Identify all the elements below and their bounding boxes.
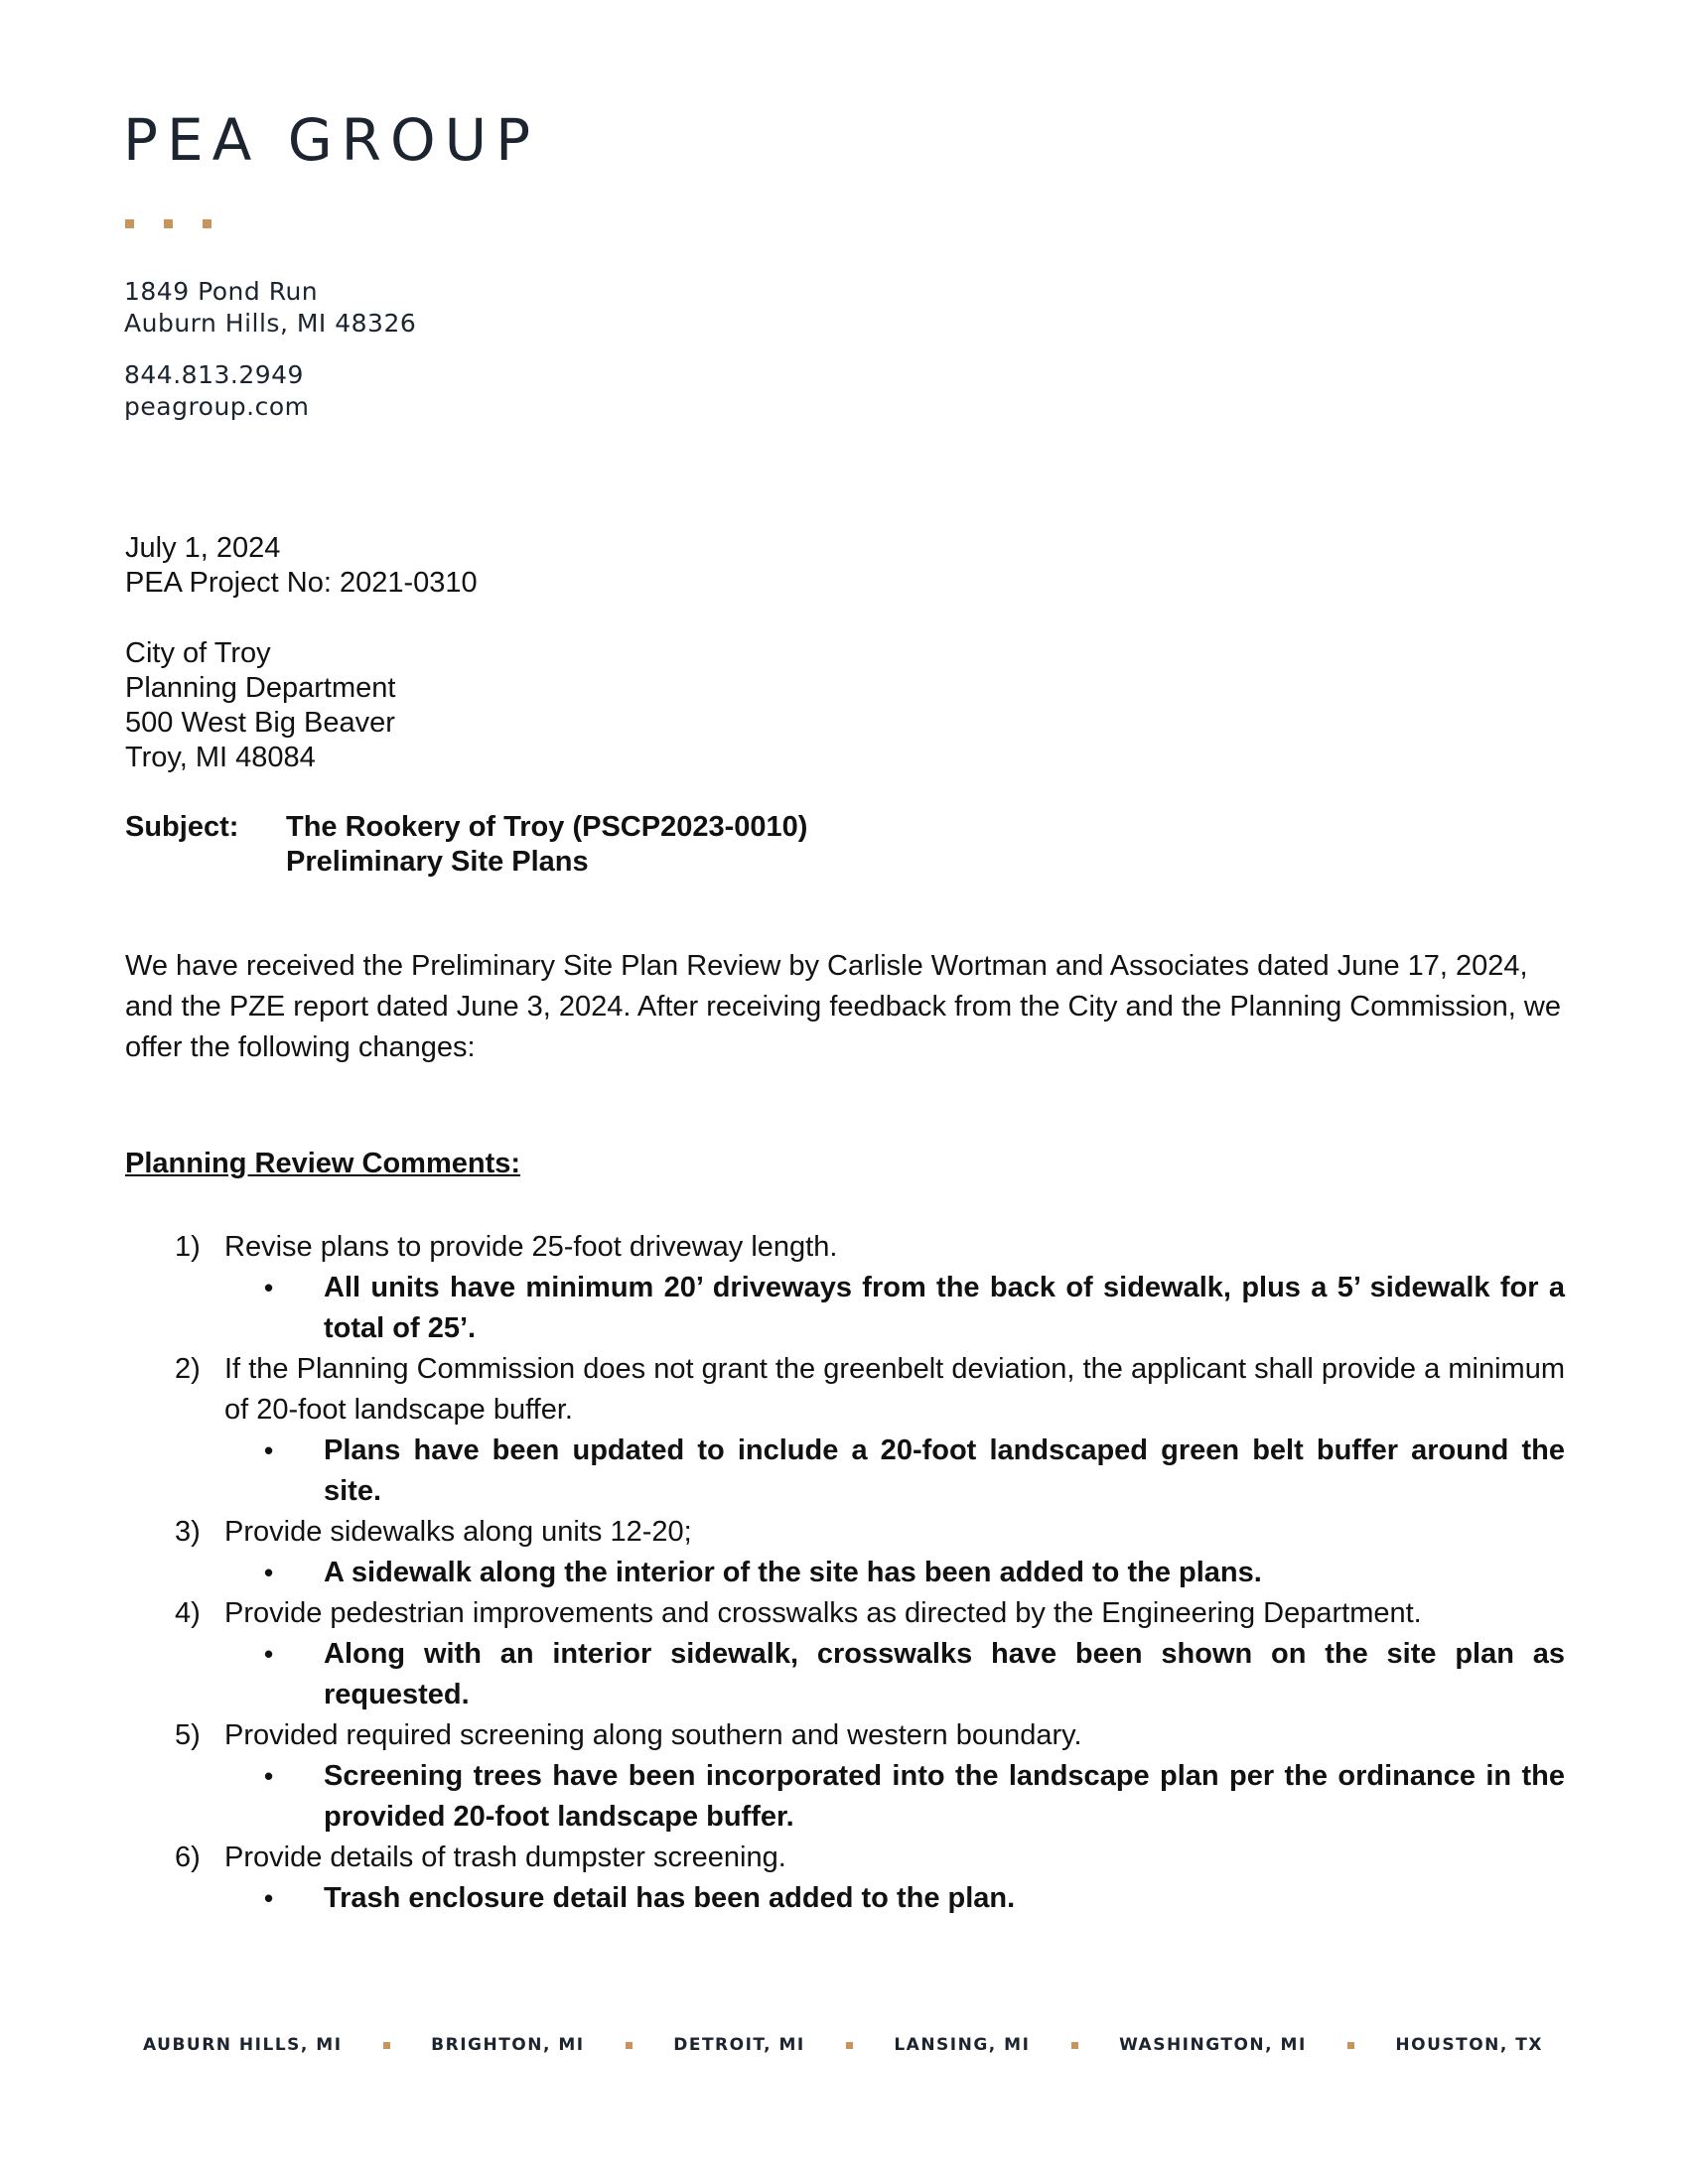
- bullet-icon: •: [264, 1273, 274, 1302]
- section-heading: Planning Review Comments:: [125, 1148, 521, 1179]
- office-location: LANSING, MI: [894, 2035, 1031, 2055]
- recipient-line: Planning Department: [125, 672, 396, 704]
- response-text: Trash enclosure detail has been added to the plan.: [324, 1882, 1016, 1914]
- subject-label: Subject:: [125, 811, 239, 843]
- company-contact: [124, 359, 310, 423]
- website: peagroup.com: [124, 392, 310, 421]
- comment-text: If the Planning Commission does not grant the greenbelt deviation, the applicant shall provide a minimum of 20-foot landscape buffer.: [224, 1353, 1565, 1426]
- subject-block: [125, 810, 807, 880]
- recipient-line: 500 West Big Beaver: [125, 707, 395, 739]
- subject-line: Preliminary Site Plans: [286, 846, 589, 878]
- comment-item: [125, 1512, 1565, 1553]
- separator-icon: [1071, 2042, 1078, 2049]
- response-item: [125, 1634, 1565, 1715]
- comment-number: 4): [175, 1597, 201, 1629]
- logo-dot: [125, 219, 134, 228]
- comment-item: [125, 1593, 1565, 1634]
- comments-list: [125, 1227, 1565, 1919]
- recipient-address: [125, 636, 395, 775]
- separator-icon: [383, 2042, 390, 2049]
- comment-item: [125, 1227, 1565, 1268]
- response-text: All units have minimum 20’ driveways from the back of sidewalk, plus a 5’ sidewalk for a total of 25’.: [324, 1272, 1565, 1344]
- comment-text: Revise plans to provide 25-foot driveway length.: [224, 1231, 838, 1263]
- project-number: PEA Project No: 2021-0310: [125, 567, 478, 599]
- recipient-line: City of Troy: [125, 637, 271, 669]
- bullet-icon: •: [264, 1761, 274, 1791]
- comment-item: [125, 1349, 1565, 1431]
- comment-text: Provide sidewalks along units 12-20;: [224, 1516, 692, 1548]
- comment-item: [125, 1715, 1565, 1756]
- comment-number: 6): [175, 1842, 201, 1873]
- response-item: [125, 1268, 1565, 1349]
- response-item: [125, 1878, 1565, 1919]
- comment-text: Provided required screening along southern and western boundary.: [224, 1719, 1082, 1751]
- separator-icon: [626, 2042, 633, 2049]
- recipient-line: Troy, MI 48084: [125, 742, 316, 773]
- response-text: Plans have been updated to include a 20-foot landscaped green belt buffer around the site.: [324, 1434, 1565, 1507]
- bullet-icon: •: [264, 1558, 274, 1587]
- comment-text: Provide pedestrian improvements and crosswalks as directed by the Engineering Department.: [224, 1597, 1422, 1629]
- intro-paragraph: We have received the Preliminary Site Plan Review by Carlisle Wortman and Associates dated June 17, 2024, and the PZE report dated June 3, 2024. After receiving feedback from the City and the Planning Commission, we offer the following changes:: [125, 950, 1561, 1063]
- bullet-icon: •: [264, 1883, 274, 1913]
- phone-number: 844.813.2949: [124, 360, 304, 389]
- comment-number: 2): [175, 1353, 201, 1385]
- date-block: [125, 531, 478, 601]
- address-line: Auburn Hills, MI 48326: [124, 309, 417, 338]
- office-location: WASHINGTON, MI: [1119, 2035, 1307, 2055]
- comment-text: Provide details of trash dumpster screening.: [224, 1842, 786, 1873]
- separator-icon: [1347, 2042, 1354, 2049]
- address-line: 1849 Pond Run: [124, 277, 319, 306]
- office-location: AUBURN HILLS, MI: [143, 2035, 343, 2055]
- comment-number: 1): [175, 1231, 201, 1263]
- response-text: A sidewalk along the interior of the site has been added to the plans.: [324, 1557, 1262, 1588]
- logo-dot: [164, 219, 173, 228]
- letter-date: July 1, 2024: [125, 532, 281, 564]
- comment-item: [125, 1838, 1565, 1878]
- comment-number: 3): [175, 1516, 201, 1548]
- office-location: HOUSTON, TX: [1395, 2035, 1543, 2055]
- logo-dot: [203, 219, 211, 228]
- response-text: Screening trees have been incorporated into the landscape plan per the ordinance in the provided 20-foot landscape buffer.: [324, 1760, 1565, 1833]
- logo-dots: [125, 219, 211, 228]
- response-item: [125, 1431, 1565, 1512]
- bullet-icon: •: [264, 1639, 274, 1669]
- bullet-icon: •: [264, 1435, 274, 1465]
- subject-text: [286, 810, 807, 880]
- response-text: Along with an interior sidewalk, crosswalks have been shown on the site plan as requested.: [324, 1638, 1565, 1710]
- subject-line: The Rookery of Troy (PSCP2023-0010): [286, 811, 808, 843]
- response-item: [125, 1553, 1565, 1593]
- comment-number: 5): [175, 1719, 201, 1751]
- office-location: DETROIT, MI: [673, 2035, 805, 2055]
- office-locations-footer: [143, 2035, 1543, 2055]
- separator-icon: [846, 2042, 853, 2049]
- company-logo: PEA GROUP: [123, 106, 540, 174]
- response-item: [125, 1756, 1565, 1838]
- company-address: [124, 276, 416, 340]
- office-location: BRIGHTON, MI: [431, 2035, 585, 2055]
